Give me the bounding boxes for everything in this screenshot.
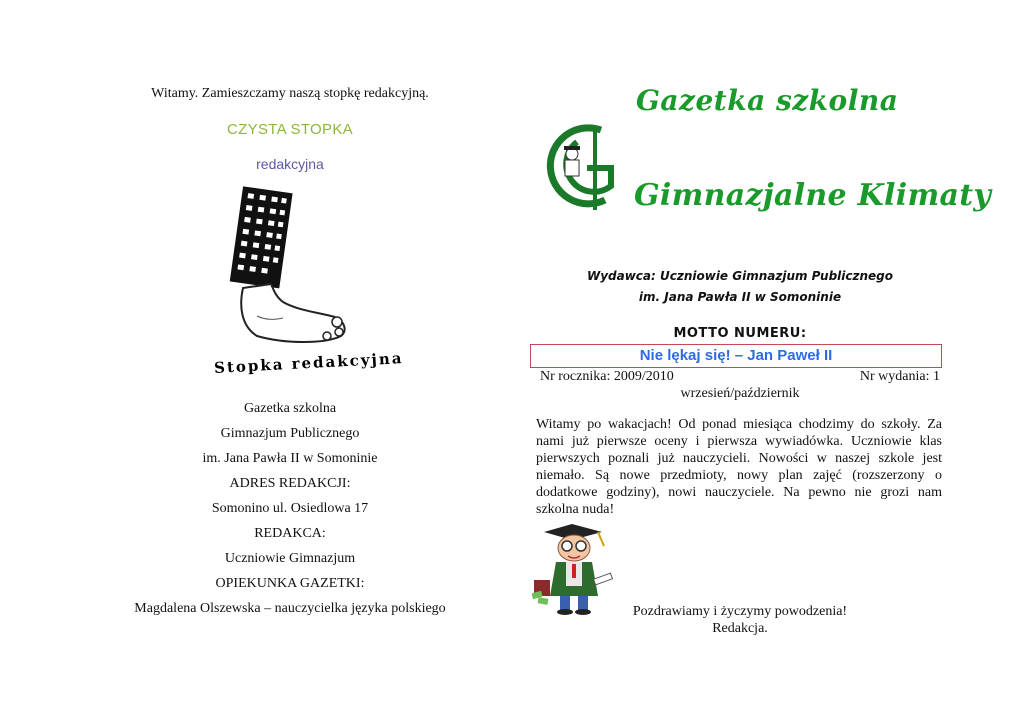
publisher-line: Wydawca: Uczniowie Gimnazjum Publicznego <box>586 269 894 283</box>
info-line: Magdalena Olszewska – nauczycielka języka polskiego <box>134 601 446 616</box>
info-line: OPIEKUNKA GAZETKI: <box>215 576 365 591</box>
welcome-article: Witamy po wakacjach! Od ponad miesiąca chodzimy do szkoły. Za nami już pierwsze oceny i pierwsza wywiadówka. Uczniowie klas pierwszych poznali już nauczycieli. Nowości w naszej szkole jest niemało. Są nowe przedmioty, nowy plan zajęć (rozszerzony o dodatkowe godziny), nowi nauczyciele. Na pewno nie grozi nam szkolna nuda! <box>536 417 942 517</box>
info-line: Somonino ul. Osiedlowa 17 <box>211 501 369 516</box>
redakcyjna-subheading: redakcyjna <box>256 156 324 172</box>
info-line: im. Jana Pawła II w Somoninie <box>202 451 378 466</box>
motto-box: Nie lękaj się! – Jan Paweł II <box>530 344 942 368</box>
welcome-text: Witamy. Zamieszczamy naszą stopkę redakcyjną. <box>151 86 429 101</box>
czysta-stopka-heading: CZYSTA STOPKA <box>227 121 353 138</box>
info-line: Uczniowie Gimnazjum <box>224 551 356 566</box>
info-line: REDAKCA: <box>254 526 326 541</box>
issue-month: wrzesień/październik <box>680 386 800 401</box>
editorial-info <box>40 396 540 621</box>
info-line: Gimnazjum Publicznego <box>220 426 360 441</box>
publisher-info <box>520 266 960 308</box>
info-line: Gazetka szkolna <box>243 401 337 416</box>
info-line: ADRES REDAKCJI: <box>229 476 351 491</box>
publisher-line: im. Jana Pawła II w Somoninie <box>638 290 842 304</box>
newspaper-title-line2: Gimnazjalne Klimaty <box>634 178 992 213</box>
illustration-caption: Stopka redakcyjna <box>213 349 404 377</box>
motto-label: MOTTO NUMERU: <box>673 326 807 341</box>
newspaper-title-line1: Gazetka szkolna <box>636 84 899 117</box>
closing-regards <box>610 603 870 637</box>
regards-signature: Redakcja. <box>712 621 768 636</box>
issue-number: Nr wydania: 1 <box>859 369 940 384</box>
volume-number: Nr rocznika: 2009/2010 <box>540 369 674 384</box>
school-logo-icon <box>535 122 635 212</box>
regards-line: Pozdrawiamy i życzymy powodzenia! <box>632 604 848 619</box>
